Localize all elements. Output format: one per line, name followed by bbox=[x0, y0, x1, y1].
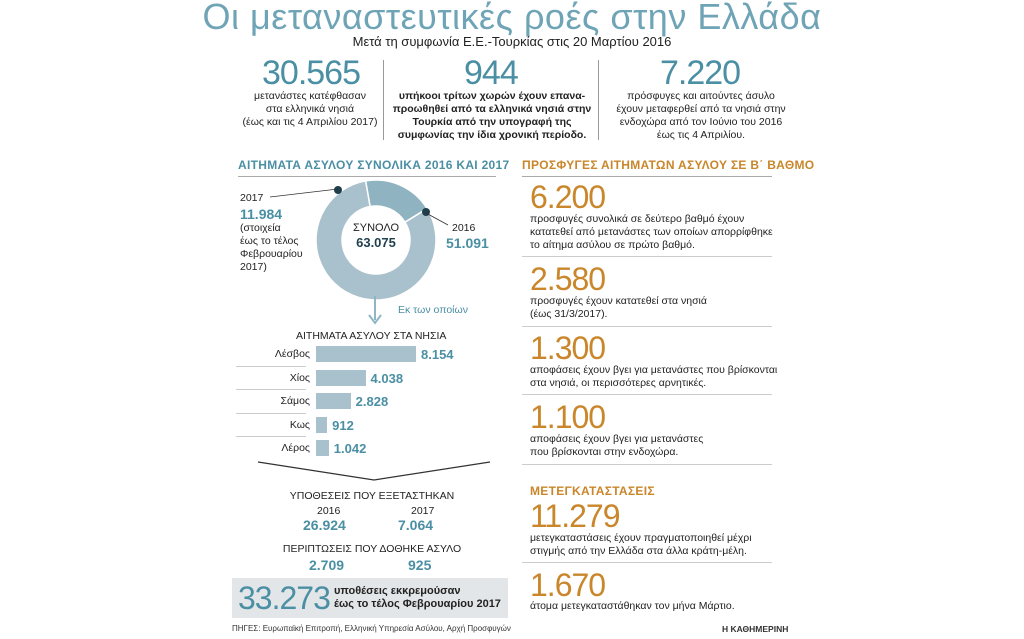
relocation-text: μετεγκαταστάσεις έχουν πραγματοποιηθεί μέχρι στιγμής από την Ελλάδα στα άλλα κράτη-μέλη. bbox=[530, 532, 752, 557]
bar-2 bbox=[316, 370, 366, 386]
appeal-value: 1.100 bbox=[530, 399, 606, 435]
pending-value: 33.273 bbox=[238, 580, 330, 616]
donut-right-value: 51.091 bbox=[446, 235, 489, 251]
examined-year-2017: 2017 bbox=[411, 505, 435, 517]
divider bbox=[383, 60, 384, 140]
heading-rule bbox=[522, 176, 772, 177]
donut-right-year: 2016 bbox=[452, 222, 476, 234]
row-divider bbox=[236, 436, 306, 437]
divider bbox=[522, 464, 772, 465]
stat-transfers-value: 7.220 bbox=[660, 54, 741, 92]
donut-left-note: (στοιχεία έως το τέλος Φεβρουαρίου 2017) bbox=[240, 222, 303, 273]
relocation-value: 1.670 bbox=[530, 567, 606, 603]
brand-logo: Η ΚΑΘΗΜΕΡΙΝΗ bbox=[722, 624, 789, 634]
page-subtitle: Μετά τη συμφωνία Ε.Ε.-Τουρκίας στις 20 Μαρτίου 2016 bbox=[352, 34, 672, 49]
bar-4 bbox=[316, 417, 327, 433]
bar-label-1: Λέσβος bbox=[274, 348, 310, 360]
divider bbox=[522, 562, 772, 563]
appeal-text: προσφυγές έχουν κατατεθεί στα νησιά (έως 31/3/2017). bbox=[530, 295, 707, 320]
divider bbox=[598, 60, 599, 140]
examined-year-2016: 2016 bbox=[317, 505, 341, 517]
pending-text: υποθέσεις εκκρεμούσαν έως το τέλος Φεβρουαρίου 2017 bbox=[334, 585, 501, 610]
bar-value-3: 2.828 bbox=[355, 394, 389, 409]
bar-value-1: 8.154 bbox=[421, 347, 454, 362]
row-divider bbox=[236, 413, 306, 414]
donut-left-value: 11.984 bbox=[240, 206, 283, 222]
donut-left-year: 2017 bbox=[240, 192, 264, 204]
divider bbox=[522, 394, 772, 395]
bar-label-2: Χίος bbox=[289, 371, 310, 384]
heading-rule bbox=[238, 176, 496, 177]
examined-2016: 26.924 bbox=[303, 517, 346, 533]
bar-value-4: 912 bbox=[332, 417, 354, 433]
bar-value-5: 1.042 bbox=[333, 441, 367, 456]
row-divider bbox=[236, 389, 306, 390]
appeal-value: 2.580 bbox=[530, 261, 606, 297]
down-arrow-icon bbox=[360, 296, 390, 328]
appeal-value: 6.200 bbox=[530, 179, 606, 215]
bar-label-5: Λέρος bbox=[281, 442, 310, 454]
divider bbox=[522, 326, 772, 327]
stat-readmissions-text: υπήκοοι τρίτων χωρών έχουν επανα- προωθηθεί από τα ελληνικά νησιά στην Τουρκία από την υπογραφή της συμφωνίας την ίδια χρονική περίοδο. bbox=[392, 90, 592, 141]
bar-5 bbox=[316, 440, 329, 456]
appeals-heading: ΠΡΟΣΦΥΓΕΣ ΑΙΤΗΜΑΤΩΝ ΑΣΥΛΟΥ ΣΕ Β΄ ΒΑΘΜΟ bbox=[522, 158, 815, 172]
appeal-text: αποφάσεις έχουν βγει για μετανάστες που βρίσκονται στα νησιά, οι περισσότερες αρνητικές. bbox=[530, 364, 778, 389]
divider bbox=[522, 256, 772, 257]
appeal-text: αποφάσεις έχουν βγει για μετανάστες που βρίσκονται στην ενδοχώρα. bbox=[530, 433, 704, 458]
granted-2016: 2.709 bbox=[309, 557, 345, 573]
relocation-value: 11.279 bbox=[530, 498, 620, 534]
stat-readmissions-value: 944 bbox=[464, 54, 518, 92]
donut-center-value: 63.075 bbox=[356, 235, 396, 250]
stat-transfers-text: πρόσφυγες και αιτούντες άσυλο έχουν μεταφερθεί από τα νησιά στην ενδοχώρα από τον Ιούνιο του 2016 έως τις 4 Απριλίου. bbox=[616, 90, 786, 141]
stat-arrivals-value: 30.565 bbox=[262, 54, 360, 92]
examined-heading: ΥΠΟΘΕΣΕΙΣ ΠΟΥ ΕΞΕΤΑΣΤΗΚΑΝ bbox=[289, 490, 455, 502]
chevron-down-icon bbox=[256, 460, 492, 484]
appeal-value: 1.300 bbox=[530, 330, 606, 366]
bar-label-4: Κως bbox=[289, 418, 310, 431]
relocation-text: άτομα μετεγκαταστάθηκαν τον μήνα Μάρτιο. bbox=[530, 600, 735, 612]
row-divider bbox=[236, 366, 306, 367]
relocations-heading: ΜΕΤΕΓΚΑΤΑΣΤΑΣΕΙΣ bbox=[530, 484, 655, 498]
granted-heading: ΠΕΡΙΠΤΩΣΕΙΣ ΠΟΥ ΔΟΘΗΚΕ ΑΣΥΛΟ bbox=[282, 543, 462, 555]
bar-3 bbox=[316, 393, 351, 409]
appeal-text: προσφυγές συνολικά σε δεύτερο βαθμό έχουν κατατεθεί από μετανάστες των οποίων απορρίφθηκε το αίτημα ασύλου σε πρώτο βαθμό. bbox=[530, 213, 773, 251]
arrow-label: Εκ των οποίων bbox=[398, 304, 468, 316]
page-title: Οι μεταναστευτικές ροές στην Ελλάδα bbox=[202, 0, 822, 37]
donut-heading: ΑΙΤΗΜΑΤΑ ΑΣΥΛΟΥ ΣΥΝΟΛΙΚΑ 2016 ΚΑΙ 2017 bbox=[238, 158, 510, 172]
examined-2017: 7.064 bbox=[398, 517, 434, 533]
stat-arrivals-text: μετανάστες κατέφθασαν στα ελληνικά νησιά (έως και τις 4 Απριλίου 2017) bbox=[242, 90, 378, 128]
islands-chart-title: ΑΙΤΗΜΑΤΑ ΑΣΥΛΟΥ ΣΤΑ ΝΗΣΙΑ bbox=[296, 330, 447, 342]
bar-1 bbox=[316, 346, 416, 362]
sources-note: ΠΗΓΕΣ: Ευρωπαϊκή Επιτροπή, Ελληνική Υπηρεσία Ασύλου, Αρχή Προσφυγών bbox=[232, 624, 511, 633]
bar-value-2: 4.038 bbox=[370, 370, 404, 386]
granted-2017: 925 bbox=[408, 557, 432, 573]
donut-center-label: ΣΥΝΟΛΟ bbox=[352, 222, 400, 234]
bar-label-3: Σάμος bbox=[280, 395, 310, 407]
